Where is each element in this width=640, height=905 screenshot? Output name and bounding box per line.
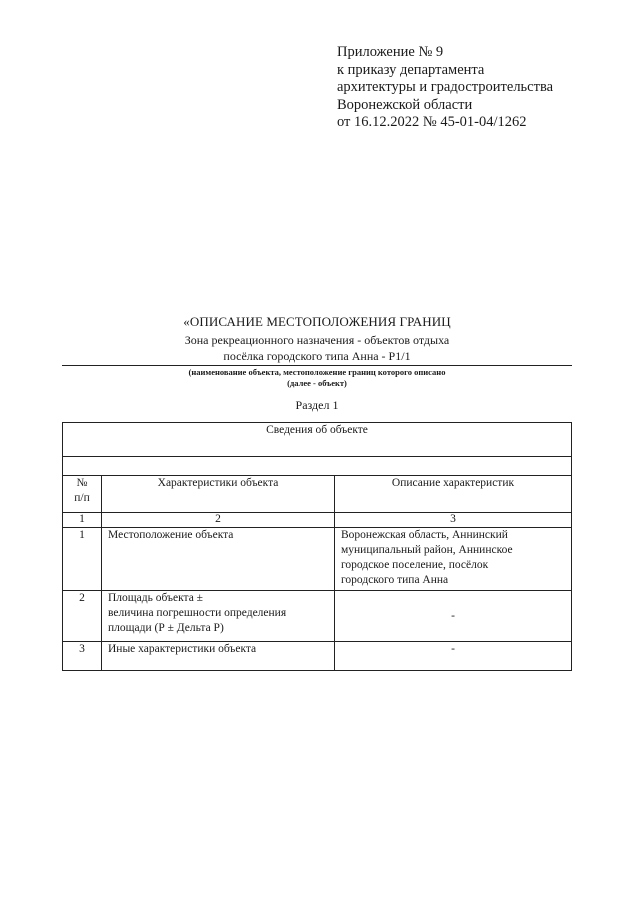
appendix-line: Приложение № 9 (337, 44, 444, 60)
table-row (63, 591, 572, 642)
description-line: городского типа Анна (341, 574, 449, 586)
table-header-row (63, 476, 572, 513)
title-note-line-2: (далее - объект) (287, 378, 347, 388)
object-name-line-1: Зона рекреационного назначения - объектов отдыха (184, 333, 450, 347)
appendix-line: архитектуры и градостроительства (337, 79, 554, 95)
description-line: городское поселение, посёлок (341, 559, 489, 571)
header-num (63, 476, 102, 513)
row-description: - (335, 642, 572, 671)
title-note-line-1: (наименование объекта, местоположение границ которого описано (188, 367, 446, 377)
document-title: «ОПИСАНИЕ МЕСТОПОЛОЖЕНИЯ ГРАНИЦ (183, 314, 451, 329)
object-info-table (62, 422, 572, 671)
appendix-line: Воронежской области (337, 96, 473, 113)
appendix-line: к приказу департамента (337, 61, 485, 78)
title-underline (62, 365, 572, 366)
row-num: 3 (63, 642, 102, 671)
column-number: 1 (63, 513, 102, 528)
table-caption-row (63, 423, 572, 457)
appendix-line: от 16.12.2022 № 45-01-04/1262 (337, 114, 527, 130)
row-num: 1 (63, 528, 102, 591)
description-line: муниципальный район, Аннинское (341, 544, 513, 556)
document-title-block (62, 314, 572, 413)
header-num-line-1: № (76, 477, 88, 489)
header-description: Описание характеристик (335, 476, 572, 513)
characteristic-line: величина погрешности определения (108, 607, 287, 619)
section-heading: Раздел 1 (295, 398, 339, 412)
row-num: 2 (63, 591, 102, 642)
row-characteristic (102, 591, 335, 642)
row-description (335, 528, 572, 591)
row-characteristic: Иные характеристики объекта (102, 642, 335, 671)
description-line: Воронежская область, Аннинский (341, 529, 508, 541)
column-number: 3 (335, 513, 572, 528)
characteristic-line: Площадь объекта ± (108, 592, 203, 604)
column-number: 2 (102, 513, 335, 528)
characteristic-line: площади (Р ± Дельта Р) (108, 622, 224, 634)
table-row (63, 528, 572, 591)
table-blank-row (63, 457, 572, 476)
table-blank-cell (63, 457, 572, 476)
row-characteristic: Местоположение объекта (102, 528, 335, 591)
row-description: - (335, 591, 572, 642)
table-caption: Сведения об объекте (63, 423, 572, 457)
header-characteristics: Характеристики объекта (102, 476, 335, 513)
table-row (63, 642, 572, 671)
object-name-line-2: посёлка городского типа Анна - Р1/1 (223, 348, 411, 363)
appendix-header (337, 44, 627, 132)
header-num-line-2: п/п (74, 492, 90, 504)
column-number-row (63, 513, 572, 528)
